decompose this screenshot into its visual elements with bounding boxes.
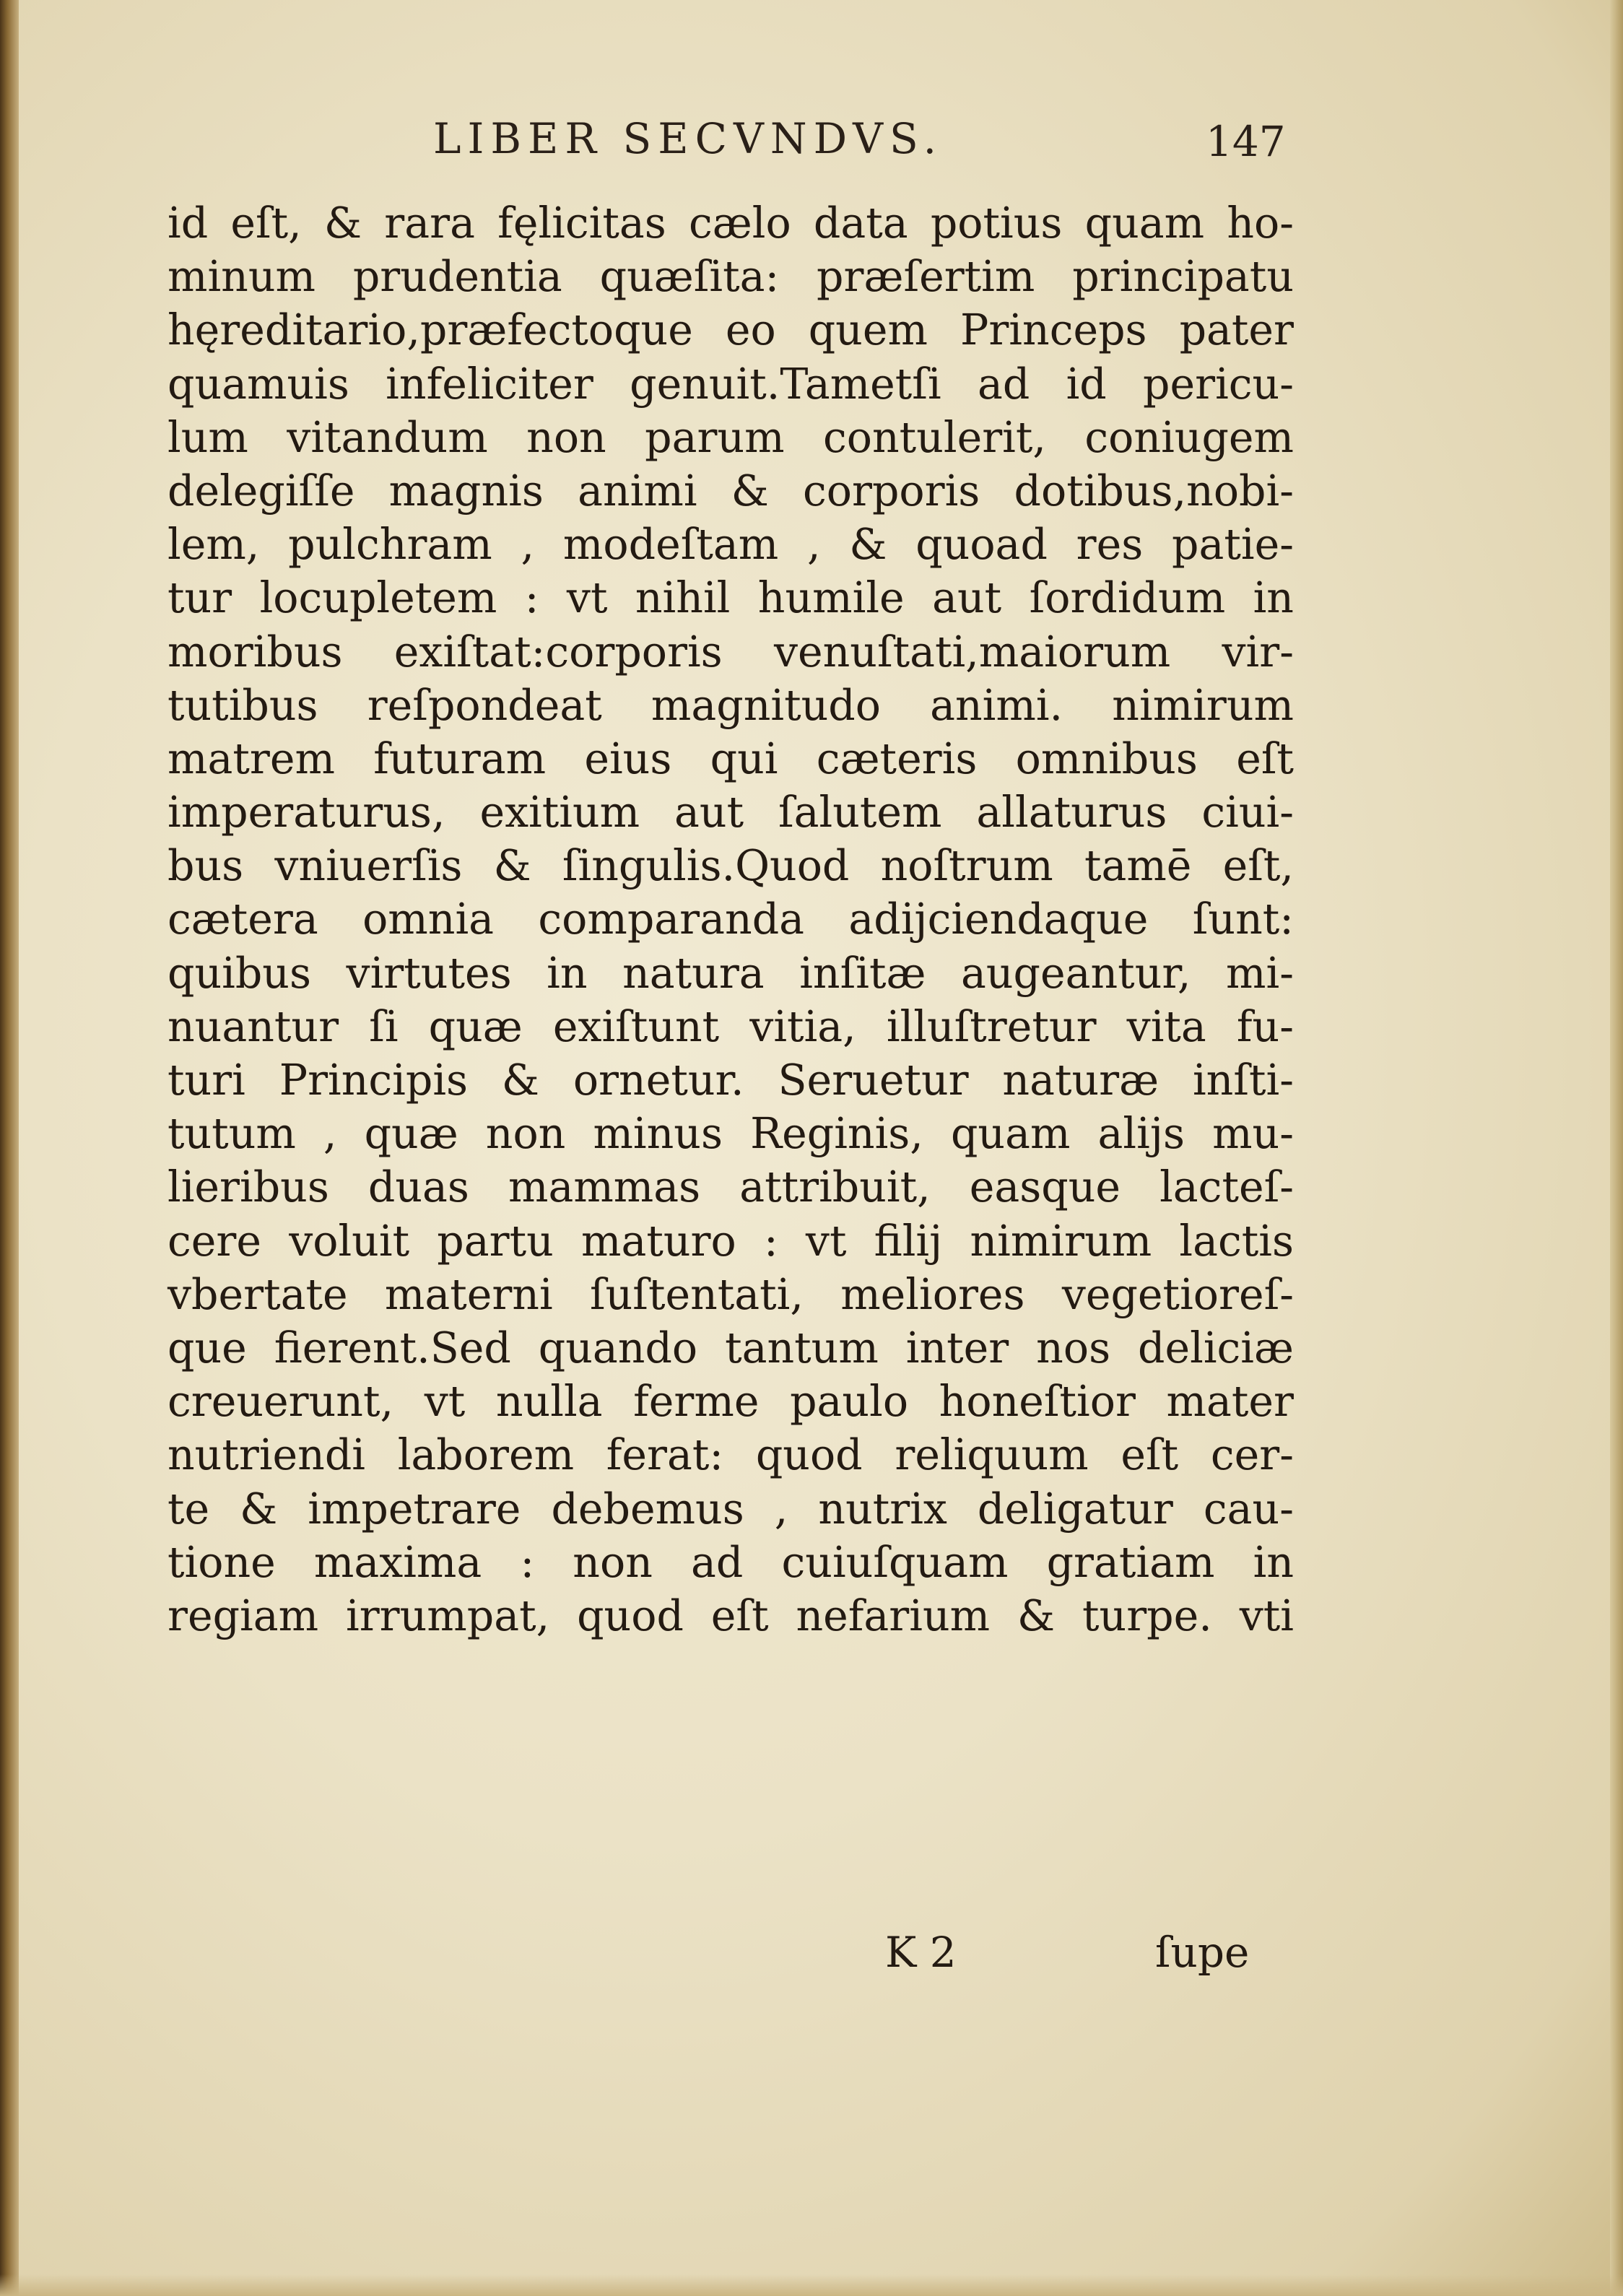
text-line: tutum , quæ non minus Reginis, quam alijs mu- — [167, 1109, 1294, 1159]
signature-mark: K 2 — [885, 1928, 957, 1977]
text-line: lieribus duas mammas attribuit, easque lacteſ- — [167, 1162, 1294, 1212]
binding-edge — [0, 0, 19, 2296]
text-line: tione maxima : non ad cuiuſquam gratiam in — [167, 1537, 1294, 1587]
text-line: nutriendi laborem ferat: quod reliquum eſt cer- — [167, 1430, 1294, 1480]
text-line: vbertate materni ſuſtentati, meliores vegetioreſ- — [167, 1269, 1294, 1319]
text-line: regiam irrumpat, quod eſt nefarium & turpe. vti — [167, 1591, 1294, 1640]
page-footer — [885, 1928, 1261, 1986]
text-line: moribus exiſtat:corporis venuſtati,maiorum vir- — [167, 627, 1294, 677]
text-line: lem, pulchram , modeſtam , & quoad res patie- — [167, 520, 1294, 570]
text-line: turi Principis & ornetur. Seruetur naturæ inſti- — [167, 1056, 1294, 1105]
text-line: creuerunt, vt nulla ferme paulo honeſtior mater — [167, 1377, 1294, 1427]
running-head: LIBER SECVNDVS. — [433, 114, 944, 163]
text-line: quibus virtutes in natura inſitæ augeantur, mi- — [167, 948, 1294, 998]
text-line: bus vniuerſis & ſingulis.Quod noſtrum tamē eſt, — [167, 841, 1294, 891]
text-line: tutibus reſpondeat magnitudo animi. nimirum — [167, 680, 1294, 730]
text-line: cætera omnia comparanda adijciendaque ſunt: — [167, 895, 1294, 944]
page-edge-right — [1610, 0, 1623, 2296]
text-line: hęreditario,præfectoque eo quem Princeps pater — [167, 305, 1294, 355]
text-line: que fierent.Sed quando tantum inter nos deliciæ — [167, 1323, 1294, 1373]
text-line: id eſt, & rara fęlicitas cælo data potius quam ho- — [167, 199, 1294, 248]
catchword: ſupe — [1155, 1928, 1250, 1977]
text-line: tur locupletem : vt nihil humile aut ſordidum in — [167, 573, 1294, 623]
text-block — [167, 196, 1294, 1643]
text-line: te & impetrare debemus , nutrix deligatur cau- — [167, 1484, 1294, 1534]
page-number: 147 — [1206, 117, 1286, 166]
page-edge-bottom — [0, 2274, 1623, 2296]
text-line: matrem futuram eius qui cæteris omnibus eſt — [167, 734, 1294, 783]
text-line: cere voluit partu maturo : vt filij nimirum lactis — [167, 1216, 1294, 1266]
text-line: imperaturus, exitium aut ſalutem allaturus ciui- — [167, 788, 1294, 838]
text-line: minum prudentia quæſita: præſertim principatu — [167, 252, 1294, 302]
text-line: delegiſſe magnis animi & corporis dotibus,nobi- — [167, 466, 1294, 516]
text-line: nuantur ſi quæ exiſtunt vitia, illuſtretur vita fu- — [167, 1001, 1294, 1051]
text-line: lum vitandum non parum contulerit, coniugem — [167, 412, 1294, 462]
text-line: quamuis infeliciter genuit.Tametſi ad id pericu- — [167, 359, 1294, 409]
